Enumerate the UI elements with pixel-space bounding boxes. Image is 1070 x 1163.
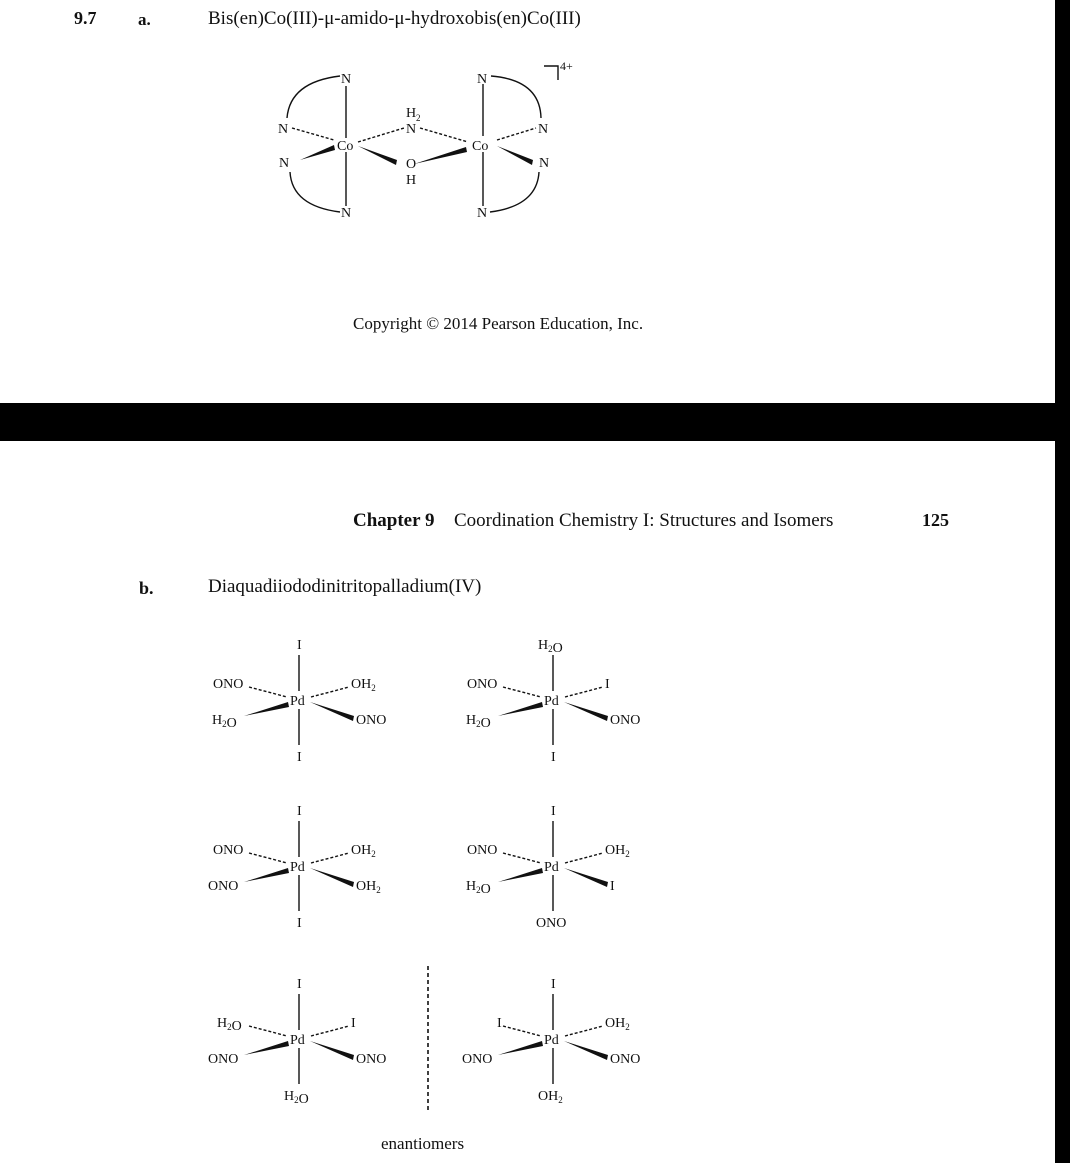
bond-wedge-right <box>310 702 354 721</box>
pd-atom-label: Pd <box>290 1033 305 1048</box>
ligand-top-label: I <box>297 804 302 819</box>
pd-atom-label: Pd <box>544 694 559 709</box>
ligand-upper-right-label: I <box>351 1016 356 1031</box>
bond-wedge-left <box>498 868 543 882</box>
label-n: N <box>341 206 352 221</box>
ligand-lower-left-label: ONO <box>462 1052 493 1067</box>
ligand-lower-left-label: ONO <box>208 879 239 894</box>
bond-dashed-left <box>249 687 287 697</box>
ligand-upper-right-label: $OH_2$ <box>351 677 376 693</box>
label-n: N <box>279 156 290 171</box>
ligand-lower-right-label: ONO <box>356 713 387 728</box>
bond-dashed-right <box>565 687 603 697</box>
ligand-upper-left-label: I <box>497 1016 502 1031</box>
label-amido-h: H <box>406 106 417 121</box>
label-amido-n: N <box>406 122 417 137</box>
page-top <box>0 0 1055 403</box>
ligand-bottom-label: ONO <box>536 916 567 931</box>
bond-dashed-right <box>311 687 349 697</box>
ligand-lower-right-label: ONO <box>610 1052 641 1067</box>
label-o: O <box>406 157 417 172</box>
enantiomers-label: enantiomers <box>381 1134 465 1153</box>
bond-dashed-right <box>565 1026 603 1036</box>
bond-wedge-left <box>498 1041 543 1055</box>
bond-dashed-left <box>503 853 541 863</box>
ligand-upper-right-label: $OH_2$ <box>351 843 376 859</box>
part-b-label: b. <box>139 578 154 598</box>
ligand-bottom-label: I <box>551 750 556 765</box>
bond-dashed-left <box>503 687 541 697</box>
part-a-title: Bis(en)Co(III)-μ-amido-μ-hydroxobis(en)Co(III) <box>208 8 581 29</box>
ligand-lower-right-label: ONO <box>356 1052 387 1067</box>
label-h: H <box>406 173 417 188</box>
problem-number: 9.7 <box>74 8 97 28</box>
pd-atom-label: Pd <box>290 694 305 709</box>
bond-wedge-left <box>244 1041 289 1055</box>
ligand-upper-left-label: ONO <box>213 843 244 858</box>
label-n: N <box>538 122 549 137</box>
copyright-notice: Copyright © 2014 Pearson Education, Inc. <box>353 314 644 333</box>
header-title: Coordination Chemistry I: Structures and Isomers <box>453 510 834 531</box>
cobalt-dimer-structure <box>0 0 1055 403</box>
bond-wedge-right <box>564 868 608 887</box>
label-n: N <box>539 156 550 171</box>
ligand-top-label: I <box>551 804 556 819</box>
ligand-upper-left-label: ONO <box>467 677 498 692</box>
bond-dashed-left <box>249 853 287 863</box>
bond-wedge-left <box>498 702 543 716</box>
pd-atom-label: Pd <box>544 1033 559 1048</box>
label-n: N <box>477 206 488 221</box>
page-bottom <box>0 441 1055 1163</box>
bond-wedge-right <box>310 868 354 887</box>
bond-dashed-left <box>503 1026 541 1036</box>
label-n: N <box>341 72 352 87</box>
ligand-upper-right-label: $OH_2$ <box>605 843 630 859</box>
ligand-top-label: I <box>297 638 302 653</box>
ligand-lower-right-label: $OH_2$ <box>356 879 381 895</box>
part-a-label: a. <box>138 10 151 29</box>
label-n: N <box>278 122 289 137</box>
ligand-upper-left-label: $H_2O$ <box>217 1016 242 1034</box>
ligand-bottom-label: $H_2O$ <box>284 1089 309 1107</box>
ligand-bottom-label: $OH_2$ <box>538 1089 563 1105</box>
pd-atom-label: Pd <box>290 860 305 875</box>
header-chapter: Chapter 9 <box>353 510 435 531</box>
bond-dashed-right <box>565 853 603 863</box>
pd-atom-label: Pd <box>544 860 559 875</box>
bond-dashed-left <box>249 1026 287 1036</box>
ligand-bottom-label: I <box>297 916 302 931</box>
bond-wedge-right <box>310 1041 354 1060</box>
ligand-upper-left-label: ONO <box>467 843 498 858</box>
label-co: Co <box>337 139 354 154</box>
ligand-top-label: I <box>551 977 556 992</box>
ligand-upper-right-label: I <box>605 677 610 692</box>
ligand-bottom-label: I <box>297 750 302 765</box>
ligand-lower-right-label: ONO <box>610 713 641 728</box>
page-number: 125 <box>922 510 949 530</box>
ligand-lower-left-label: $H_2O$ <box>466 713 491 731</box>
label-n: N <box>477 72 488 87</box>
ligand-lower-left-label: $H_2O$ <box>466 879 491 897</box>
charge-label: 4+ <box>560 59 573 73</box>
bond-wedge-left <box>244 868 289 882</box>
bond-wedge-right <box>564 1041 608 1060</box>
ligand-lower-left-label: $H_2O$ <box>212 713 237 731</box>
ligand-lower-left-label: ONO <box>208 1052 239 1067</box>
ligand-top-label: I <box>297 977 302 992</box>
bond-wedge-left <box>244 702 289 716</box>
label-amido-sub: 2 <box>416 113 421 123</box>
ligand-lower-right-label: I <box>610 879 615 894</box>
ligand-upper-left-label: ONO <box>213 677 244 692</box>
bond-dashed-right <box>311 853 349 863</box>
bond-dashed-right <box>311 1026 349 1036</box>
ligand-top-label: $H_2O$ <box>538 638 563 656</box>
part-b-title: Diaquadiiododinitritopalladium(IV) <box>208 576 482 597</box>
ligand-upper-right-label: $OH_2$ <box>605 1016 630 1032</box>
bond-wedge-right <box>564 702 608 721</box>
label-co: Co <box>472 139 489 154</box>
palladium-isomers-diagram <box>0 441 1055 1163</box>
